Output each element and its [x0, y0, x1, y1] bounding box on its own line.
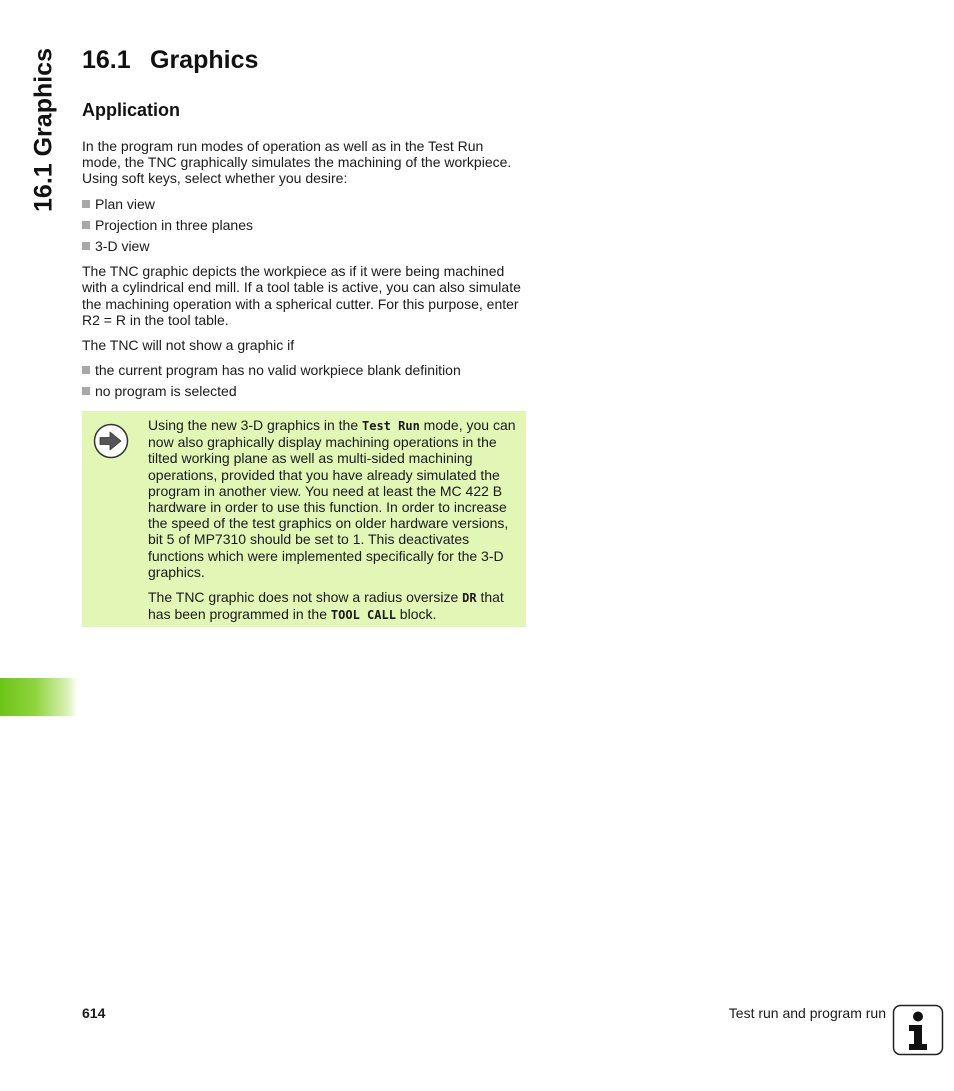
list-item: no program is selected: [82, 383, 526, 399]
chapter-marker-bar: [0, 678, 78, 716]
list-item: Plan view: [82, 196, 526, 212]
note-paragraph-graphics: Using the new 3-D graphics in the Test Run mode, you can now also graphically display machining operations in the tilted working plane as well as multi-sided machining operations, provided that you have already simulated the program in another view. You need at least the MC 422 B hardware in order to use this function. In order to increase the speed of the test graphics on older hardware versions, bit 5 of MP7310 should be set to 1. This deactivates functions which were implemented specifically for the 3-D graphics.: [148, 417, 516, 580]
section-heading: [82, 46, 258, 75]
bullet-icon: [82, 366, 90, 374]
main-content: [82, 138, 526, 409]
note-box: [82, 411, 526, 627]
code-tool-call: TOOL CALL: [330, 608, 396, 623]
footer-chapter-title: Test run and program run: [728, 1005, 886, 1021]
note-text: [148, 417, 516, 632]
list-item: Projection in three planes: [82, 217, 526, 233]
bullet-icon: [82, 221, 90, 229]
side-chapter-label: 16.1 Graphics: [29, 48, 58, 212]
code-dr: DR: [462, 591, 477, 606]
arrow-right-icon: [93, 423, 129, 459]
subsection-heading: Application: [82, 100, 180, 120]
bullet-icon: [82, 387, 90, 395]
no-graphic-intro: The TNC will not show a graphic if: [82, 337, 295, 354]
section-number: 16.1: [82, 46, 131, 74]
bullet-icon: [82, 200, 90, 208]
code-test-run: Test Run: [362, 419, 420, 433]
note-paragraph-oversize: The TNC graphic does not show a radius oversize DR that has been programmed in the TOOL CALL block.: [148, 589, 504, 623]
list-item: the current program has no valid workpiece blank definition: [82, 362, 526, 378]
info-icon: [892, 1004, 944, 1056]
no-graphic-conditions-list: [82, 362, 526, 399]
views-list: [82, 196, 526, 255]
intro-paragraph: In the program run modes of operation as well as in the Test Run mode, the TNC graphically simulates the machining of the workpiece. Using soft keys, select whether you desire:: [82, 138, 512, 187]
section-title: Graphics: [150, 46, 259, 74]
list-item: 3-D view: [82, 238, 526, 254]
bullet-icon: [82, 242, 90, 250]
cutter-paragraph: The TNC graphic depicts the workpiece as if it were being machined with a cylindrical end mill. If a tool table is active, you can also simulate the machining operation with a spherical cutter. For this purpose, enter R2 = R in the tool table.: [82, 263, 521, 328]
side-chapter-tab: [28, 40, 60, 220]
page-number: 614: [82, 1005, 106, 1021]
